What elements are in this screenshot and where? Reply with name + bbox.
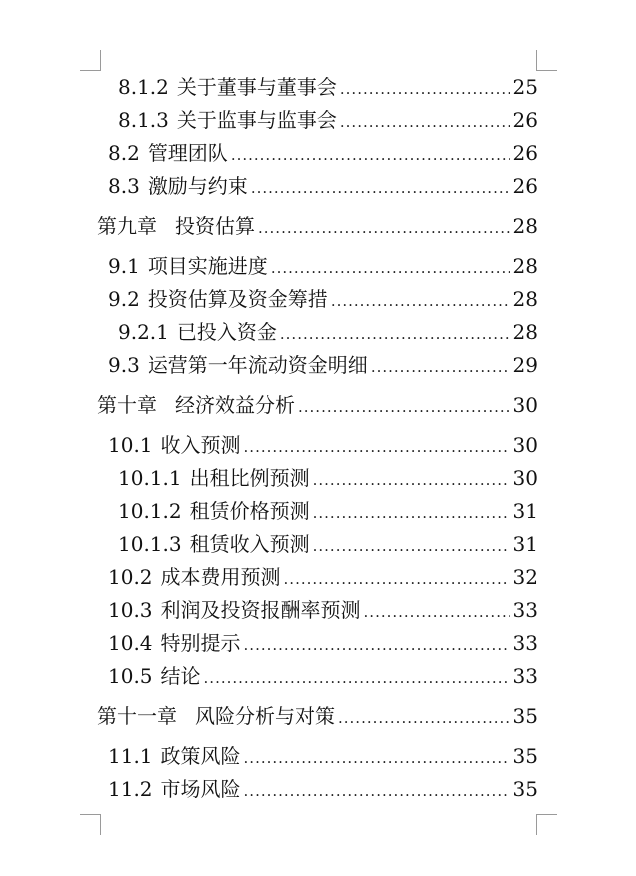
toc-dot-leader [313, 533, 510, 559]
toc-entry-title: 关于监事与监事会 [176, 108, 337, 132]
toc-dot-leader [204, 665, 510, 691]
toc-page-number: 28 [512, 254, 538, 278]
toc-entry-title: 租赁价格预测 [189, 499, 310, 523]
toc-entry[interactable] [108, 352, 538, 380]
toc-entry[interactable] [108, 173, 538, 201]
toc-page-number: 32 [512, 565, 538, 589]
toc-entry-title: 出租比例预测 [189, 466, 310, 490]
toc-entry[interactable] [108, 597, 538, 625]
toc-entry-title: 租赁收入预测 [189, 532, 310, 556]
toc-dot-leader [244, 434, 510, 460]
toc-dot-leader [271, 255, 510, 281]
toc-page-number: 33 [512, 631, 538, 655]
crop-mark-top-right [536, 50, 557, 71]
toc-page-number: 35 [512, 777, 538, 801]
toc-entry[interactable] [108, 564, 538, 592]
toc-entry-number: 8.1.2 [118, 75, 169, 99]
toc-page-number: 35 [512, 704, 538, 728]
toc-dot-leader [340, 76, 510, 102]
toc-dot-leader [231, 142, 510, 168]
toc-page-number: 31 [512, 532, 538, 556]
toc-entry-number: 10.1 [108, 433, 153, 457]
toc-dot-leader [313, 500, 510, 526]
toc-entry-title: 投资估算及资金筹措 [147, 287, 328, 311]
toc-entry-number: 第九章 [97, 214, 157, 238]
toc-entry[interactable] [118, 319, 538, 347]
toc-page-number: 30 [512, 466, 538, 490]
crop-mark-top-left [80, 50, 101, 71]
toc-entry-number: 10.5 [108, 664, 153, 688]
toc-entry-title: 经济效益分析 [175, 393, 295, 417]
toc-entry-number: 8.2 [108, 141, 140, 165]
toc-page-number: 33 [512, 598, 538, 622]
toc-dot-leader [338, 705, 510, 731]
toc-page-number: 28 [512, 214, 538, 238]
toc-page-number: 25 [512, 75, 538, 99]
toc-entry-number: 10.3 [108, 598, 153, 622]
toc-page-number: 26 [512, 141, 538, 165]
toc-entry-number: 10.1.1 [118, 466, 182, 490]
toc-page-number: 26 [512, 108, 538, 132]
toc-entry-title: 风险分析与对策 [195, 704, 335, 728]
toc-page-number: 30 [512, 393, 538, 417]
toc-entry-title: 特别提示 [160, 631, 241, 655]
toc-entry-number: 9.2.1 [118, 320, 169, 344]
toc-entry-number: 11.2 [108, 777, 153, 801]
toc-entry[interactable] [108, 140, 538, 168]
toc-entry-title: 市场风险 [160, 777, 241, 801]
toc-dot-leader [364, 599, 510, 625]
toc-entry[interactable] [118, 498, 538, 526]
toc-page-number: 35 [512, 744, 538, 768]
toc-dot-leader [258, 215, 510, 241]
toc-dot-leader [244, 632, 510, 658]
toc-page-number: 28 [512, 287, 538, 311]
toc-entry[interactable] [118, 465, 538, 493]
toc-entry-number: 8.3 [108, 174, 140, 198]
toc-entry-number: 9.1 [108, 254, 140, 278]
toc-entry[interactable] [108, 743, 538, 771]
toc-entry-title: 激励与约束 [147, 174, 248, 198]
toc-entry-title: 政策风险 [160, 744, 241, 768]
toc-page-number: 28 [512, 320, 538, 344]
toc-entry-number: 10.4 [108, 631, 153, 655]
toc-dot-leader [244, 778, 510, 804]
toc-entry[interactable] [97, 213, 538, 241]
toc-dot-leader [371, 354, 510, 380]
crop-mark-bottom-right [536, 814, 557, 835]
toc-entry[interactable] [108, 663, 538, 691]
toc-entry-title: 已投入资金 [176, 320, 277, 344]
toc-entry[interactable] [118, 74, 538, 102]
toc-entry[interactable] [108, 432, 538, 460]
toc-page-number: 30 [512, 433, 538, 457]
toc-page-number: 26 [512, 174, 538, 198]
toc-entry[interactable] [108, 286, 538, 314]
toc-dot-leader [298, 394, 510, 420]
toc-entry-number: 8.1.3 [118, 108, 169, 132]
toc-entry-number: 10.2 [108, 565, 153, 589]
toc-dot-leader [251, 175, 510, 201]
toc-entry-number: 第十章 [97, 393, 157, 417]
toc-entry-title: 收入预测 [160, 433, 241, 457]
toc-entry[interactable] [118, 531, 538, 559]
toc-entry[interactable] [108, 630, 538, 658]
toc-dot-leader [340, 109, 510, 135]
toc-page-number: 29 [512, 353, 538, 377]
toc-entry-title: 关于董事与董事会 [176, 75, 337, 99]
toc-entry[interactable] [97, 703, 538, 731]
toc-entry-number: 10.1.3 [118, 532, 182, 556]
toc-entry[interactable] [118, 107, 538, 135]
toc-entry-number: 第十一章 [97, 704, 177, 728]
toc-entry-number: 9.2 [108, 287, 140, 311]
crop-mark-bottom-left [80, 814, 101, 835]
toc-entry-title: 投资估算 [175, 214, 255, 238]
toc-entry[interactable] [108, 776, 538, 804]
toc-dot-leader [313, 467, 510, 493]
toc-entry-title: 运营第一年流动资金明细 [147, 353, 368, 377]
toc-page-number: 33 [512, 664, 538, 688]
toc-entry[interactable] [97, 392, 538, 420]
toc-entry-number: 9.3 [108, 353, 140, 377]
toc-entry[interactable] [108, 253, 538, 281]
toc-page-number: 31 [512, 499, 538, 523]
toc-dot-leader [284, 566, 510, 592]
toc-entry-title: 管理团队 [147, 141, 228, 165]
toc-entry-title: 结论 [160, 664, 201, 688]
toc-dot-leader [244, 745, 510, 771]
toc-dot-leader [280, 321, 510, 347]
toc-entry-number: 10.1.2 [118, 499, 182, 523]
toc-dot-leader [331, 288, 510, 314]
toc-entry-title: 项目实施进度 [147, 254, 268, 278]
toc-entry-title: 成本费用预测 [160, 565, 281, 589]
toc-entry-title: 利润及投资报酬率预测 [160, 598, 361, 622]
toc-entry-number: 11.1 [108, 744, 153, 768]
